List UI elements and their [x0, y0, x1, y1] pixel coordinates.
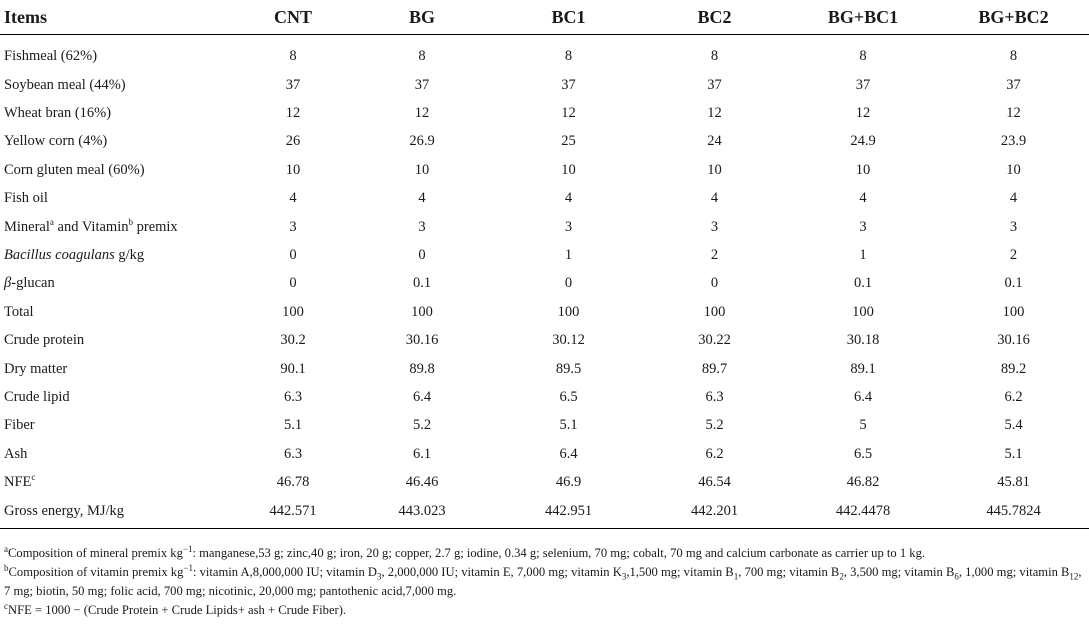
- footnote-vitamin-premix: $^b$Composition of vitamin premix $kg^{-1}$: vitamin A,8,000,000 IU; vitamin $D_3$, 2,000,000 IU; vitamin E, 7,000 mg; vitamin $K_3,1,500$ mg; vitamin $B_1$, 700 mg; vitamin $B_2$, 3,500 mg; vitamin $B_6$, 1,000 mg; vitamin $B_{12}$, 7 mg; biotin, 50 mg; folic acid, 700 mg; nicotinic, 20,000 mg; pantothenic acid,7,000 mg.: [4, 562, 1082, 598]
- table-cell: 4: [418, 190, 426, 207]
- table-cell: 26: [285, 133, 301, 150]
- table-cell: 46.54: [698, 474, 731, 491]
- table-cell: 0.1: [1004, 275, 1023, 292]
- table-cell: 10: [855, 161, 871, 178]
- table-cell: 45.81: [997, 474, 1030, 491]
- table-cell: 25: [561, 133, 576, 150]
- table-cell: 5.2: [412, 417, 432, 434]
- table-cell: 100: [557, 303, 580, 320]
- table-cell: 0.1: [853, 275, 873, 292]
- table-cell: 10: [561, 161, 576, 178]
- table-row: [0, 35, 1089, 72]
- table-cell: 30.12: [552, 332, 585, 349]
- header-bg-bc1: BG+BC1: [788, 0, 938, 35]
- row-label: Gross energy, MJ/kg: [0, 497, 238, 529]
- table-cell: 5.1: [1004, 445, 1023, 462]
- table-cell: 89.1: [850, 360, 876, 377]
- table-cell: 8: [859, 47, 867, 64]
- table-row: [0, 128, 1089, 156]
- header-bg: BG: [348, 0, 496, 35]
- row-label: Yellow corn (4%): [4, 133, 108, 150]
- table-row: [0, 497, 1089, 529]
- table-cell: 8: [418, 47, 426, 64]
- row-label: Fish oil: [4, 190, 48, 207]
- table-cell: 3: [418, 218, 426, 235]
- table-cell: 100: [703, 303, 726, 320]
- table-cell: 6.2: [1004, 388, 1023, 405]
- table-cell: 12: [414, 105, 430, 122]
- table-cell: 5.1: [559, 417, 578, 434]
- table-cell: 4: [1009, 190, 1018, 207]
- table-cell: 5.2: [705, 417, 724, 434]
- row-label: NFE$^c$: [4, 472, 36, 491]
- table-row: [0, 383, 1089, 411]
- table-cell: 10: [707, 161, 722, 178]
- row-label: Soybean meal (44%): [4, 76, 126, 93]
- row-label: Crude protein: [4, 332, 85, 349]
- table-cell: 46.82: [846, 474, 880, 491]
- table-cell: 4: [859, 190, 867, 207]
- table-cell: 2: [710, 247, 719, 264]
- table-cell: 37: [1006, 76, 1021, 93]
- row-label: Fishmeal (62%): [4, 47, 98, 64]
- table-row: [0, 412, 1089, 440]
- table-row: [0, 355, 1089, 383]
- table-cell: 4: [289, 190, 297, 207]
- row-label: Corn gluten meal (60%): [4, 161, 145, 178]
- table-row: [0, 71, 1089, 99]
- table-row: [0, 440, 1089, 468]
- header-bc2: BC2: [641, 0, 788, 35]
- header-cnt: CNT: [238, 0, 348, 35]
- table-cell: 37: [855, 76, 871, 93]
- table-row: [0, 298, 1089, 326]
- table-cell: 8: [1009, 47, 1018, 64]
- row-label: Fiber: [4, 417, 35, 434]
- table-cell: 37: [707, 76, 722, 93]
- table-cell: 445.7824: [938, 497, 1089, 529]
- table-cell: 12: [707, 105, 722, 122]
- table-cell: 8: [289, 47, 297, 64]
- table-cell: 3: [289, 218, 297, 235]
- table-cell: 6.5: [853, 445, 873, 462]
- table-cell: 2: [1009, 247, 1018, 264]
- table-row: [0, 468, 1089, 496]
- footnote-nfe: $^c$NFE = 1000 − (Crude Protein + Crude Lipids+ ash + Crude Fiber).: [4, 600, 347, 617]
- table-cell: 6.4: [559, 445, 578, 462]
- table-cell: 0: [418, 247, 426, 264]
- table-cell: 37: [561, 76, 576, 93]
- header-items: Items: [0, 0, 238, 35]
- table-cell: 8: [564, 47, 573, 64]
- table-cell: 30.22: [698, 332, 731, 349]
- table-cell: 30.2: [280, 332, 306, 349]
- row-label: Mineral$^a$ and Vitamin$^b$ premix: [4, 216, 178, 235]
- table-cell: 90.1: [280, 360, 306, 377]
- table-cell: 0: [289, 275, 297, 292]
- table-cell: 8: [710, 47, 719, 64]
- table-cell: 0: [564, 275, 573, 292]
- table-cell: 37: [414, 76, 430, 93]
- row-label: β-glucan: [4, 275, 55, 292]
- table-cell: 46.46: [405, 474, 439, 491]
- table-cell: 24: [707, 133, 722, 150]
- table-cell: 89.5: [555, 360, 582, 377]
- table-cell: 442.951: [496, 497, 641, 529]
- table-cell: 5.1: [283, 417, 303, 434]
- row-label: Wheat bran (16%): [4, 105, 112, 122]
- table-cell: 3: [1009, 218, 1018, 235]
- table-row: [0, 99, 1089, 127]
- table-cell: 3: [859, 218, 867, 235]
- table-cell: 442.201: [641, 497, 788, 529]
- table-cell: 0: [710, 275, 719, 292]
- table-cell: 24.9: [850, 133, 876, 150]
- table-cell: 46.78: [276, 474, 310, 491]
- table-cell: 442.4478: [788, 497, 938, 529]
- table-cell: 12: [285, 105, 301, 122]
- table-cell: 30.18: [846, 332, 880, 349]
- table-cell: 12: [561, 105, 576, 122]
- table-cell: 37: [285, 76, 301, 93]
- table-cell: 30.16: [405, 332, 439, 349]
- table-cell: 10: [285, 161, 301, 178]
- table-cell: 6.4: [412, 388, 432, 405]
- table-cell: 12: [1006, 105, 1021, 122]
- table-row: [0, 270, 1089, 298]
- table-cell: 30.16: [997, 332, 1030, 349]
- table-cell: 442.571: [238, 497, 348, 529]
- table-row: [0, 213, 1089, 241]
- table-cell: 89.7: [701, 360, 728, 377]
- table-footnotes: [4, 544, 1086, 620]
- table-cell: 46.9: [555, 474, 582, 491]
- table-cell: 4: [564, 190, 573, 207]
- table-cell: 26.9: [409, 133, 435, 150]
- table-cell: 89.8: [409, 360, 435, 377]
- header-bc1: BC1: [496, 0, 641, 35]
- row-label: Ash: [4, 445, 28, 462]
- table-cell: 100: [282, 303, 304, 320]
- table-cell: 3: [564, 218, 573, 235]
- table-cell: 100: [852, 303, 874, 320]
- row-label: Total: [4, 303, 34, 320]
- row-label: Dry matter: [4, 360, 68, 377]
- table-cell: 23.9: [1000, 133, 1027, 150]
- table-cell: 0.1: [412, 275, 432, 292]
- table-cell: 10: [1006, 161, 1021, 178]
- table-cell: 6.5: [559, 388, 578, 405]
- table-cell: 1: [564, 247, 573, 264]
- table-cell: 100: [411, 303, 433, 320]
- table-row: [0, 241, 1089, 269]
- table-cell: 4: [710, 190, 719, 207]
- table-row: [0, 327, 1089, 355]
- table-cell: 6.3: [283, 445, 303, 462]
- table-cell: 6.4: [853, 388, 873, 405]
- table-cell: 100: [1002, 303, 1025, 320]
- table-cell: 443.023: [348, 497, 496, 529]
- table-cell: 12: [855, 105, 871, 122]
- row-label: Crude lipid: [4, 388, 70, 405]
- table-row: [0, 156, 1089, 184]
- header-bg-bc2: BG+BC2: [938, 0, 1089, 35]
- table-cell: 10: [414, 161, 430, 178]
- table-row: [0, 185, 1089, 213]
- footnote-mineral-premix: $^a$Composition of mineral premix $kg^{-1}$: manganese,53 g; zinc,40 g; iron, 20 g; copper, 2.7 g; iodine, 0.34 g; selenium, 70 mg; cobalt, 70 mg and calcium carbonate as carrier up to 1 kg.: [4, 543, 926, 560]
- table-cell: 6.3: [705, 388, 724, 405]
- table-cell: 1: [859, 247, 867, 264]
- table-cell: 5.4: [1004, 417, 1023, 434]
- table-cell: 89.2: [1000, 360, 1027, 377]
- table-cell: 0: [289, 247, 297, 264]
- table-cell: 6.3: [283, 388, 303, 405]
- table-cell: 5: [859, 417, 867, 434]
- row-label: Bacillus coagulans g/kg: [4, 247, 145, 264]
- table-header-row: [0, 0, 1089, 35]
- table-cell: 6.1: [412, 445, 432, 462]
- table-cell: 3: [710, 218, 719, 235]
- table-cell: 6.2: [705, 445, 724, 462]
